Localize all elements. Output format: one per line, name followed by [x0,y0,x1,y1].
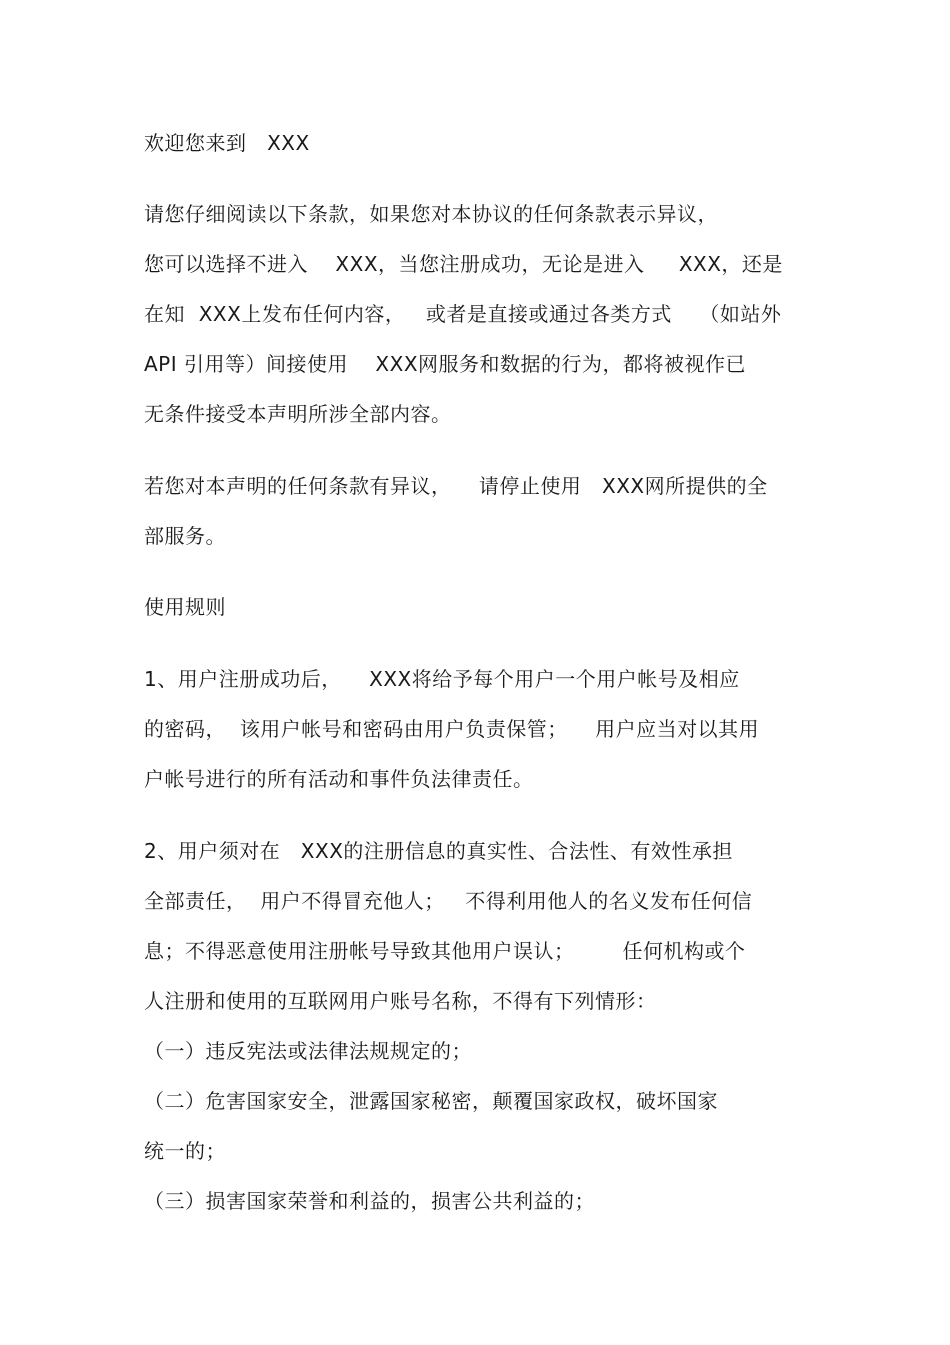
paragraph-line: 无条件接受本声明所涉全部内容。 [144,402,452,426]
welcome-line: 欢迎您来到 XXX [144,131,310,155]
list-item: 统一的； [144,1139,226,1163]
rule-line: 人注册和使用的互联网用户账号名称，不得有下列情形： [144,989,657,1013]
list-item: （二）危害国家安全，泄露国家秘密，颠覆国家政权，破坏国家 [144,1089,718,1113]
paragraph-line: API 引用等）间接使用 XXX网服务和数据的行为，都将被视作已 [144,352,747,376]
section-heading: 使用规则 [144,595,226,619]
rule-line: 息；不得恶意使用注册帐号导致其他用户误认； 任何机构或个 [144,939,746,963]
rule-line: 2、用户须对在 XXX的注册信息的真实性、合法性、有效性承担 [144,839,733,863]
paragraph-line: 部服务。 [144,524,226,548]
rule-line: 的密码， 该用户帐号和密码由用户负责保管； 用户应当对以其用 [144,717,760,741]
rule-line: 户帐号进行的所有活动和事件负法律责任。 [144,767,534,791]
list-item: （三）损害国家荣誉和利益的，损害公共利益的； [144,1189,595,1213]
paragraph-line: 您可以选择不进入 XXX，当您注册成功，无论是进入 XXX，还是 [144,252,783,276]
rule-line: 1、用户注册成功后， XXX将给予每个用户一个用户帐号及相应 [144,667,740,691]
rule-line: 全部责任， 用户不得冒充他人； 不得利用他人的名义发布任何信 [144,889,753,913]
paragraph-line: 在知 XXX上发布任何内容， 或者是直接或通过各类方式 （如站外 [144,302,782,326]
paragraph-line: 请您仔细阅读以下条款，如果您对本协议的任何条款表示异议， [144,202,718,226]
list-item: （一）违反宪法或法律法规规定的； [144,1039,472,1063]
paragraph-line: 若您对本声明的任何条款有异议， 请停止使用 XXX网所提供的全 [144,474,768,498]
